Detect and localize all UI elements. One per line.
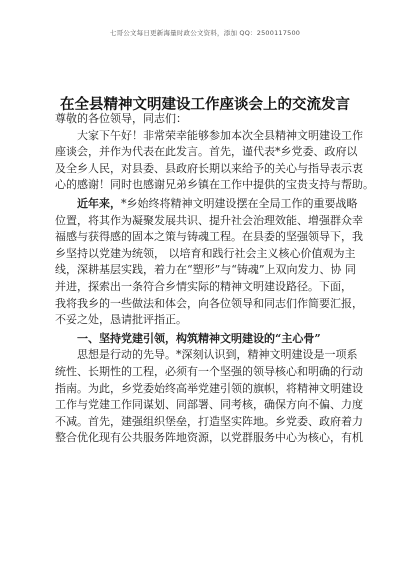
- paragraph-line: 我将我乡的一些做法和体会，向各位领导和同志们作简要汇报，: [55, 296, 363, 310]
- paragraph-line: 不减。首先，建强组织堡垒，打造坚实阵地。乡党委、政府着力: [55, 414, 363, 428]
- paragraph-line: 工作与党建工作同谋划、同部署、同考核，确保方向不偏、力度: [55, 398, 363, 412]
- paragraph-line: 线，深耕基层实践，着力在“塑形”与“铸魂”上双向发力、协 同: [55, 263, 356, 277]
- paragraph-line: 大家下午好！非常荣幸能够参加本次全县精神文明建设工作: [77, 128, 363, 142]
- paragraph-line-text: *乡始终将精神文明建设摆在全局工作的重要战略: [121, 196, 358, 210]
- paragraph-line: 福感与获得感的固本之策与铸魂工程。在县委的坚强领导下，我: [55, 230, 363, 244]
- paragraph-line: 乡坚持以党建为统领， 以培育和践行社会主义核心价值观为主: [55, 246, 356, 260]
- paragraph-background: [55, 196, 365, 329]
- paragraph-line: [55, 196, 365, 213]
- paragraph-opening: [55, 128, 374, 194]
- paragraph-line: 整合优化现有公共服务阵地资源，以党群服务中心为核心，有机: [55, 431, 363, 445]
- paragraph-line: 及全乡人民，对县委、县政府长期以来给予的关心与指导表示衷: [55, 161, 363, 175]
- paragraph-line: 位置，将其作为凝聚发展共识、提升社会治理效能、增强群众幸: [55, 213, 363, 227]
- paragraph-line: 统性、长期性的工程，必须有一个坚强的领导核心和明确的行动: [55, 364, 363, 378]
- paragraph-line: 并进，探索出一条符合乡情实际的精神文明建设路径。下面，: [55, 279, 352, 293]
- paragraph-line: 座谈会，并作为代表在此发言。首先，谨代表*乡党委、政府以: [55, 145, 358, 159]
- salutation: 尊敬的各位领导，同志们：: [55, 112, 187, 125]
- document-body: [55, 111, 374, 447]
- paragraph-lead: 近年来，: [77, 196, 121, 210]
- section-heading: 一、坚持党建引领，构筑精神文明建设的“主心骨”: [77, 331, 321, 345]
- paragraph-line: 心的感谢！同时也感谢兄弟乡镇在工作中提供的宝贵支持与帮助。: [55, 178, 374, 192]
- paragraph-line: 指南。为此，乡党委始终高举党建引领的旗帜，将精神文明建设: [55, 381, 363, 395]
- header-note: 七哥公文每日更新海量时政公文资料，添加 QQ：2500117500: [109, 29, 301, 37]
- paragraph-line: 思想是行动的先导。*深刻认识到，精神文明建设是一项系: [77, 348, 358, 362]
- document-title: 在全县精神文明建设工作座谈会上的交流发言: [60, 96, 350, 113]
- paragraph-line: 不妥之处，恳请批评指正。: [55, 313, 187, 327]
- paragraph-section1: [55, 347, 365, 447]
